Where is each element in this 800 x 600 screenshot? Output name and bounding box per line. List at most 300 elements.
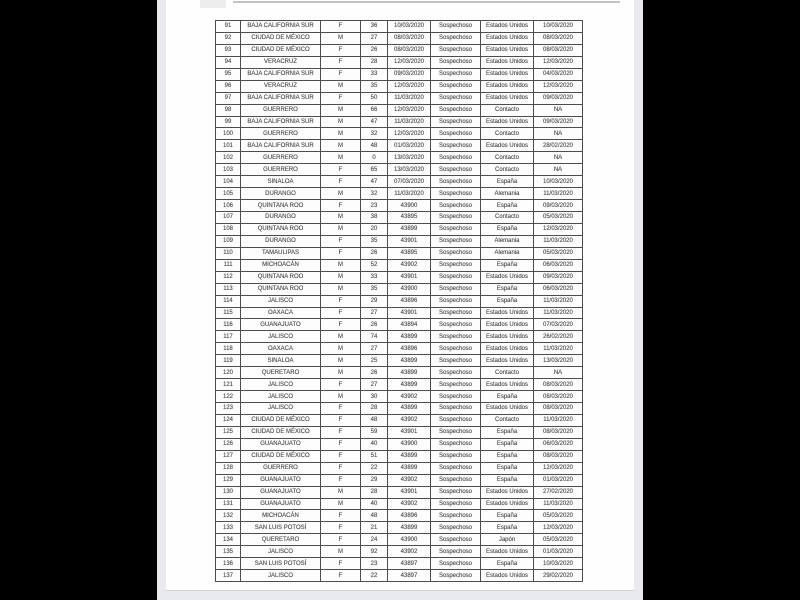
table-cell-sex: F [321, 403, 361, 415]
table-cell-sex: M [321, 355, 361, 367]
table-cell-arrival_date: 04/03/2020 [534, 69, 583, 81]
table-cell-origin: Estados Unidos [481, 379, 534, 391]
table-cell-origin: Contacto [481, 367, 534, 379]
table-cell-sex: M [321, 33, 361, 45]
table-cell-origin: Estados Unidos [481, 570, 534, 582]
table-cell-origin: Estados Unidos [481, 343, 534, 355]
table-cell-report_date: 43901 [388, 308, 431, 320]
table-cell-case_number: 132 [216, 510, 241, 522]
table-cell-state: JALISCO [241, 391, 321, 403]
table-cell-age: 35 [361, 81, 388, 93]
table-cell-arrival_date: 12/03/2020 [534, 522, 583, 534]
table-cell-status: Sospechoso [431, 284, 481, 296]
table-cell-case_number: 137 [216, 570, 241, 582]
table-row [216, 427, 583, 439]
table-cell-origin: Estados Unidos [481, 117, 534, 129]
table-cell-report_date: 43901 [388, 272, 431, 284]
table-cell-sex: M [321, 105, 361, 117]
table-cell-sex: M [321, 331, 361, 343]
table-cell-age: 22 [361, 463, 388, 475]
table-cell-case_number: 112 [216, 272, 241, 284]
table-cell-report_date: 43900 [388, 534, 431, 546]
table-cell-sex: F [321, 176, 361, 188]
table-row [216, 21, 583, 33]
table-cell-age: 40 [361, 439, 388, 451]
table-cell-sex: F [321, 475, 361, 487]
table-row [216, 403, 583, 415]
table-cell-status: Sospechoso [431, 427, 481, 439]
table-cell-arrival_date: 07/03/2020 [534, 319, 583, 331]
table-cell-case_number: 111 [216, 260, 241, 272]
table-cell-age: 36 [361, 21, 388, 33]
table-row [216, 248, 583, 260]
table-cell-origin: Estados Unidos [481, 331, 534, 343]
table-cell-sex: F [321, 439, 361, 451]
table-cell-state: SINALOA [241, 355, 321, 367]
table-cell-state: GUANAJUATO [241, 499, 321, 511]
table-cell-report_date: 43899 [388, 463, 431, 475]
table-cell-state: GUERRERO [241, 105, 321, 117]
table-cell-state: QUINTANA ROO [241, 224, 321, 236]
table-cell-case_number: 91 [216, 21, 241, 33]
table-cell-state: JALISCO [241, 403, 321, 415]
table-cell-arrival_date: 12/03/2020 [534, 57, 583, 69]
table-cell-state: GUANAJUATO [241, 319, 321, 331]
table-cell-sex: F [321, 200, 361, 212]
table-cell-age: 26 [361, 367, 388, 379]
table-cell-status: Sospechoso [431, 558, 481, 570]
table-cell-arrival_date: 11/03/2020 [534, 343, 583, 355]
table-cell-report_date: 43902 [388, 499, 431, 511]
table-cell-case_number: 130 [216, 487, 241, 499]
table-cell-case_number: 136 [216, 558, 241, 570]
table-row [216, 117, 583, 129]
table-cell-state: JALISCO [241, 379, 321, 391]
table-cell-report_date: 43899 [388, 522, 431, 534]
table-cell-sex: F [321, 236, 361, 248]
table-cell-status: Sospechoso [431, 140, 481, 152]
table-cell-origin: Estados Unidos [481, 499, 534, 511]
table-cell-age: 28 [361, 403, 388, 415]
table-cell-sex: M [321, 81, 361, 93]
table-cell-case_number: 124 [216, 415, 241, 427]
table-cell-case_number: 103 [216, 164, 241, 176]
table-cell-origin: España [481, 427, 534, 439]
table-cell-case_number: 106 [216, 200, 241, 212]
table-cell-state: QUERETARO [241, 534, 321, 546]
table-cell-origin: España [481, 296, 534, 308]
table-cell-sex: M [321, 272, 361, 284]
table-row [216, 236, 583, 248]
table-cell-state: MICHOACÁN [241, 510, 321, 522]
table-cell-arrival_date: 05/03/2020 [534, 212, 583, 224]
table-cell-case_number: 125 [216, 427, 241, 439]
table-row [216, 188, 583, 200]
table-cell-case_number: 100 [216, 128, 241, 140]
table-cell-report_date: 08/03/2020 [388, 45, 431, 57]
table-cell-origin: Estados Unidos [481, 93, 534, 105]
table-cell-report_date: 43902 [388, 391, 431, 403]
table-cell-state: CIUDAD DE MÉXICO [241, 427, 321, 439]
table-cell-case_number: 98 [216, 105, 241, 117]
table-cell-status: Sospechoso [431, 81, 481, 93]
table-cell-status: Sospechoso [431, 45, 481, 57]
table-cell-case_number: 114 [216, 296, 241, 308]
table-cell-status: Sospechoso [431, 33, 481, 45]
table-cell-case_number: 122 [216, 391, 241, 403]
table-cell-status: Sospechoso [431, 212, 481, 224]
table-cell-arrival_date: 08/03/2020 [534, 451, 583, 463]
table-row [216, 260, 583, 272]
table-row [216, 176, 583, 188]
table-cell-age: 65 [361, 164, 388, 176]
table-cell-arrival_date: 06/03/2020 [534, 439, 583, 451]
table-cell-sex: F [321, 248, 361, 260]
table-cell-origin: Contacto [481, 164, 534, 176]
table-cell-sex: F [321, 522, 361, 534]
table-cell-arrival_date: NA [534, 128, 583, 140]
table-cell-age: 27 [361, 379, 388, 391]
table-cell-sex: F [321, 451, 361, 463]
table-cell-arrival_date: 11/03/2020 [534, 236, 583, 248]
table-cell-report_date: 43894 [388, 319, 431, 331]
scan-corner-artifact [200, 0, 226, 8]
table-cell-age: 59 [361, 427, 388, 439]
table-cell-status: Sospechoso [431, 224, 481, 236]
table-cell-case_number: 95 [216, 69, 241, 81]
table-cell-status: Sospechoso [431, 188, 481, 200]
table-cell-arrival_date: 05/03/2020 [534, 534, 583, 546]
table-cell-origin: Estados Unidos [481, 57, 534, 69]
table-cell-report_date: 43899 [388, 403, 431, 415]
table-cell-origin: Contacto [481, 152, 534, 164]
table-row [216, 463, 583, 475]
table-cell-origin: Estados Unidos [481, 45, 534, 57]
table-cell-sex: M [321, 487, 361, 499]
table-cell-sex: F [321, 379, 361, 391]
table-cell-report_date: 12/03/2020 [388, 81, 431, 93]
table-cell-state: VERACRUZ [241, 81, 321, 93]
table-cell-status: Sospechoso [431, 331, 481, 343]
table-cell-origin: Estados Unidos [481, 308, 534, 320]
table-cell-report_date: 43899 [388, 224, 431, 236]
table-cell-state: JALISCO [241, 331, 321, 343]
table-cell-age: 38 [361, 212, 388, 224]
table-cell-status: Sospechoso [431, 57, 481, 69]
table-cell-state: GUANAJUATO [241, 487, 321, 499]
table-cell-origin: Estados Unidos [481, 69, 534, 81]
table-cell-case_number: 105 [216, 188, 241, 200]
table-cell-status: Sospechoso [431, 128, 481, 140]
table-cell-age: 35 [361, 236, 388, 248]
table-row [216, 391, 583, 403]
table-cell-origin: España [481, 200, 534, 212]
table-cell-arrival_date: 01/03/2020 [534, 475, 583, 487]
table-cell-age: 40 [361, 499, 388, 511]
table-cell-sex: M [321, 260, 361, 272]
table-cell-arrival_date: 06/03/2020 [534, 260, 583, 272]
table-cell-status: Sospechoso [431, 499, 481, 511]
table-cell-status: Sospechoso [431, 308, 481, 320]
table-cell-report_date: 13/03/2020 [388, 152, 431, 164]
table-cell-state: BAJA CALIFORNIA SUR [241, 140, 321, 152]
table-row [216, 152, 583, 164]
table-cell-origin: Estados Unidos [481, 403, 534, 415]
table-cell-report_date: 11/03/2020 [388, 117, 431, 129]
table-cell-age: 48 [361, 415, 388, 427]
table-cell-age: 27 [361, 308, 388, 320]
table-cell-state: JALISCO [241, 296, 321, 308]
table-cell-report_date: 43899 [388, 367, 431, 379]
table-cell-status: Sospechoso [431, 343, 481, 355]
table-cell-age: 27 [361, 343, 388, 355]
table-cell-arrival_date: 06/03/2020 [534, 284, 583, 296]
table-cell-sex: M [321, 367, 361, 379]
table-cell-state: CIUDAD DE MÉXICO [241, 45, 321, 57]
table-cell-case_number: 97 [216, 93, 241, 105]
table-cell-age: 29 [361, 296, 388, 308]
table-cell-state: SAN LUIS POTOSÍ [241, 558, 321, 570]
table-cell-case_number: 134 [216, 534, 241, 546]
table-cell-case_number: 127 [216, 451, 241, 463]
table-cell-arrival_date: 28/02/2020 [534, 140, 583, 152]
table-cell-age: 29 [361, 475, 388, 487]
table-cell-report_date: 43895 [388, 248, 431, 260]
table-cell-case_number: 128 [216, 463, 241, 475]
table-cell-sex: F [321, 69, 361, 81]
table-cell-case_number: 117 [216, 331, 241, 343]
table-cell-state: SINALOA [241, 176, 321, 188]
table-cell-sex: M [321, 343, 361, 355]
table-cell-arrival_date: 05/03/2020 [534, 510, 583, 522]
table-cell-state: QUINTANA ROO [241, 284, 321, 296]
table-cell-case_number: 118 [216, 343, 241, 355]
table-cell-report_date: 43901 [388, 236, 431, 248]
table-row [216, 57, 583, 69]
table-cell-status: Sospechoso [431, 451, 481, 463]
table-cell-arrival_date: 08/03/2020 [534, 379, 583, 391]
table-cell-age: 51 [361, 451, 388, 463]
table-row [216, 499, 583, 511]
table-cell-sex: F [321, 21, 361, 33]
table-cell-case_number: 99 [216, 117, 241, 129]
table-cell-arrival_date: 12/03/2020 [534, 81, 583, 93]
table-cell-age: 33 [361, 272, 388, 284]
table-cell-arrival_date: 08/03/2020 [534, 403, 583, 415]
table-cell-status: Sospechoso [431, 439, 481, 451]
table-cell-report_date: 08/03/2020 [388, 33, 431, 45]
table-cell-age: 35 [361, 284, 388, 296]
table-cell-report_date: 43900 [388, 284, 431, 296]
table-cell-case_number: 133 [216, 522, 241, 534]
table-cell-report_date: 43899 [388, 379, 431, 391]
table-cell-report_date: 43896 [388, 343, 431, 355]
table-cell-report_date: 43895 [388, 212, 431, 224]
table-cell-status: Sospechoso [431, 510, 481, 522]
table-row [216, 487, 583, 499]
table-cell-age: 23 [361, 558, 388, 570]
table-cell-age: 0 [361, 152, 388, 164]
table-cell-status: Sospechoso [431, 236, 481, 248]
table-cell-sex: F [321, 57, 361, 69]
table-cell-age: 66 [361, 105, 388, 117]
table-cell-origin: Estados Unidos [481, 81, 534, 93]
table-cell-arrival_date: 10/03/2020 [534, 558, 583, 570]
table-cell-sex: F [321, 558, 361, 570]
table-cell-case_number: 92 [216, 33, 241, 45]
table-row [216, 224, 583, 236]
table-row [216, 534, 583, 546]
table-cell-arrival_date: 11/03/2020 [534, 296, 583, 308]
table-cell-status: Sospechoso [431, 403, 481, 415]
table-cell-report_date: 12/03/2020 [388, 128, 431, 140]
table-cell-status: Sospechoso [431, 319, 481, 331]
table-cell-origin: Alemania [481, 236, 534, 248]
table-cell-report_date: 12/03/2020 [388, 57, 431, 69]
table-cell-origin: España [481, 391, 534, 403]
table-cell-arrival_date: 11/03/2020 [534, 188, 583, 200]
table-cell-state: BAJA CALIFORNIA SUR [241, 93, 321, 105]
table-cell-case_number: 115 [216, 308, 241, 320]
table-cell-state: OAXACA [241, 343, 321, 355]
table-cell-sex: M [321, 284, 361, 296]
table-cell-report_date: 43902 [388, 260, 431, 272]
table-cell-sex: F [321, 463, 361, 475]
table-cell-age: 33 [361, 69, 388, 81]
table-cell-arrival_date: 09/03/2020 [534, 272, 583, 284]
table-cell-status: Sospechoso [431, 546, 481, 558]
table-cell-report_date: 43900 [388, 200, 431, 212]
table-cell-origin: España [481, 558, 534, 570]
table-cell-status: Sospechoso [431, 415, 481, 427]
table-cell-state: GUERRERO [241, 128, 321, 140]
table-cell-report_date: 43900 [388, 439, 431, 451]
table-cell-status: Sospechoso [431, 260, 481, 272]
table-cell-arrival_date: 13/03/2020 [534, 355, 583, 367]
table-row [216, 570, 583, 582]
table-cell-arrival_date: 12/03/2020 [534, 463, 583, 475]
table-cell-origin: España [481, 510, 534, 522]
table-cell-case_number: 93 [216, 45, 241, 57]
table-cell-age: 22 [361, 570, 388, 582]
table-cell-report_date: 43901 [388, 427, 431, 439]
table-cell-arrival_date: 12/03/2020 [534, 224, 583, 236]
table-cell-origin: Estados Unidos [481, 140, 534, 152]
table-cell-sex: F [321, 427, 361, 439]
table-cell-age: 92 [361, 546, 388, 558]
table-cell-origin: Estados Unidos [481, 21, 534, 33]
table-cell-age: 23 [361, 200, 388, 212]
table-cell-case_number: 120 [216, 367, 241, 379]
table-cell-age: 47 [361, 117, 388, 129]
table-cell-state: JALISCO [241, 546, 321, 558]
table-row [216, 200, 583, 212]
table-cell-case_number: 113 [216, 284, 241, 296]
table-cell-report_date: 13/03/2020 [388, 164, 431, 176]
table-cell-status: Sospechoso [431, 69, 481, 81]
table-row [216, 308, 583, 320]
table-cell-state: GUANAJUATO [241, 475, 321, 487]
table-row [216, 296, 583, 308]
table-row [216, 367, 583, 379]
table-cell-arrival_date: 27/02/2020 [534, 487, 583, 499]
table-cell-origin: España [481, 284, 534, 296]
table-cell-status: Sospechoso [431, 93, 481, 105]
table-row [216, 331, 583, 343]
table-cell-state: QUERETARO [241, 367, 321, 379]
table-cell-origin: España [481, 224, 534, 236]
table-cell-report_date: 43902 [388, 475, 431, 487]
table-row [216, 475, 583, 487]
table-cell-age: 28 [361, 57, 388, 69]
table-cell-status: Sospechoso [431, 117, 481, 129]
table-cell-report_date: 11/03/2020 [388, 93, 431, 105]
table-cell-report_date: 43901 [388, 487, 431, 499]
table-cell-arrival_date: 08/03/2020 [534, 427, 583, 439]
table-cell-sex: M [321, 546, 361, 558]
table-cell-report_date: 09/03/2020 [388, 69, 431, 81]
table-row [216, 558, 583, 570]
table-cell-state: GUERRERO [241, 463, 321, 475]
table-cell-state: VERACRUZ [241, 57, 321, 69]
table-cell-case_number: 107 [216, 212, 241, 224]
table-cell-sex: F [321, 308, 361, 320]
table-cell-arrival_date: 09/03/2020 [534, 200, 583, 212]
table-cell-state: SAN LUIS POTOSÍ [241, 522, 321, 534]
table-row [216, 379, 583, 391]
table-cell-sex: F [321, 93, 361, 105]
table-cell-state: CIUDAD DE MÉXICO [241, 33, 321, 45]
table-cell-sex: M [321, 224, 361, 236]
table-cell-age: 47 [361, 176, 388, 188]
table-cell-sex: F [321, 510, 361, 522]
case-table [215, 20, 583, 582]
table-cell-arrival_date: 08/03/2020 [534, 45, 583, 57]
table-cell-age: 32 [361, 188, 388, 200]
table-cell-age: 32 [361, 128, 388, 140]
table-cell-status: Sospechoso [431, 105, 481, 117]
table-cell-age: 52 [361, 260, 388, 272]
table-cell-arrival_date: 08/03/2020 [534, 33, 583, 45]
table-cell-arrival_date: 08/03/2020 [534, 391, 583, 403]
table-cell-age: 26 [361, 248, 388, 260]
table-cell-origin: Alemania [481, 188, 534, 200]
table-cell-case_number: 131 [216, 499, 241, 511]
table-cell-origin: España [481, 522, 534, 534]
table-cell-case_number: 110 [216, 248, 241, 260]
table-row [216, 81, 583, 93]
table-row [216, 415, 583, 427]
table-row [216, 212, 583, 224]
table-cell-status: Sospechoso [431, 21, 481, 33]
table-cell-case_number: 135 [216, 546, 241, 558]
table-cell-state: DURANGO [241, 212, 321, 224]
table-cell-report_date: 43902 [388, 415, 431, 427]
table-row [216, 522, 583, 534]
table-cell-origin: Estados Unidos [481, 487, 534, 499]
table-cell-status: Sospechoso [431, 391, 481, 403]
table-cell-sex: M [321, 128, 361, 140]
table-cell-origin: Contacto [481, 105, 534, 117]
table-cell-arrival_date: 05/03/2020 [534, 248, 583, 260]
table-cell-origin: Contacto [481, 212, 534, 224]
table-cell-state: BAJA CALIFORNIA SUR [241, 21, 321, 33]
table-cell-sex: F [321, 296, 361, 308]
table-cell-sex: F [321, 415, 361, 427]
table-cell-origin: Estados Unidos [481, 319, 534, 331]
table-cell-report_date: 43897 [388, 570, 431, 582]
table-cell-sex: M [321, 391, 361, 403]
